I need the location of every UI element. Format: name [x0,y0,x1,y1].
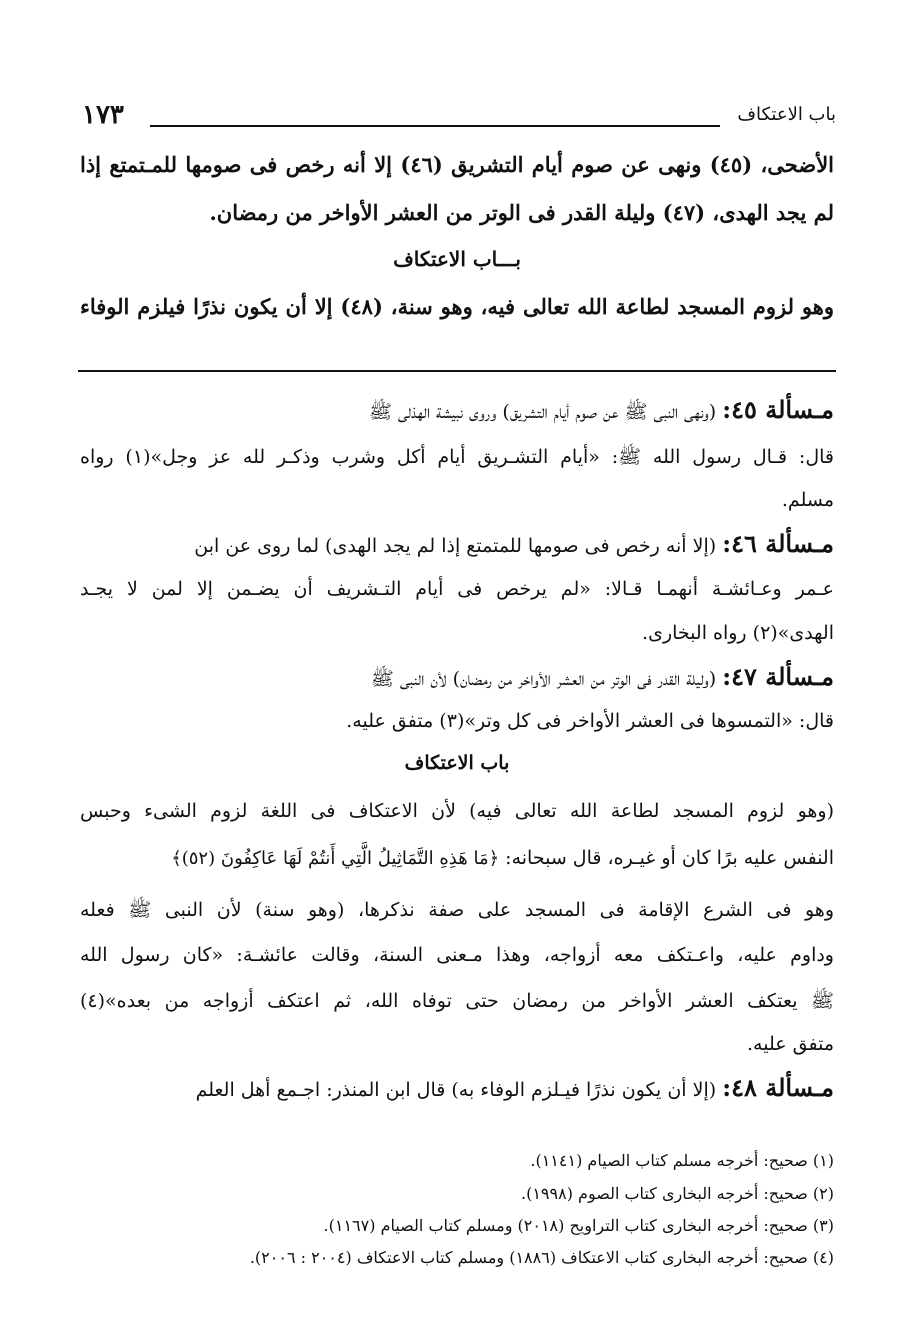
matn-chapter-title: بـــاب الاعتكاف [393,247,521,271]
itikaf-line-2 [80,847,834,870]
masala-48-label: مـسألة ٤٨: [722,1073,834,1102]
itikaf-line-2-text: النفس عليه برًا كان أو غيـره، قال سبحانه: [499,847,834,869]
quran-verse: ﴿مَا هَذِهِ التَّمَاثِيلُ الَّتِي أَنتُمْ لَهَا عَاكِفُونَ (٥٢)﴾ [171,848,500,869]
masala-46-line-1 [80,530,834,559]
itikaf-line-4: وداوم عليه، واعـتكف معه أزواجه، وهذا مـعنى السنة، وقالت عائشـة: «كان رسول الله [80,944,834,966]
masala-45-line-3: مسلم. [781,489,834,511]
masala-47-text: (وليلة القدر فى الوتر من العشر الأواخر من رمضان) لأن النبى ﷺ [370,668,717,690]
itikaf-line-5: ﷺ يعتكف العشر الأواخر من رمضان حتى توفاه الله، ثم اعتكف أزواجه من بعده»(٤) [80,990,834,1012]
matn-line-1: الأضحى، (٤٥) ونهى عن صوم أيام التشريق (٤٦) إلا أنه رخص فى صومها للمـتمتع إذا [80,152,835,177]
masala-46-line-3: الهدى»(٢) رواه البخارى. [642,622,834,644]
itikaf-line-1: (وهو لزوم المسجد لطاعة الله تعالى فيه) لأن الاعتكاف فى اللغة لزوم الشىء وحبس [80,800,834,822]
masala-47-line-2: قال: «التمسوها فى العشر الأواخر فى كل وتر»(٣) متفق عليه. [346,710,834,732]
footnote-1: (١) صحيح: أخرجه مسلم كتاب الصيام (١١٤١). [530,1151,834,1170]
itikaf-line-3: وهو فى الشرع الإقامة فى المسجد على صفة نذكرها، (وهو سنة) لأن النبى ﷺ فعله [80,899,834,921]
matn-line-3: وهو لزوم المسجد لطاعة الله تعالى فيه، وهو سنة، (٤٨) إلا أن يكون نذرًا فيلزم الوفاء [80,294,834,319]
section-divider [78,370,836,372]
footnote-4: (٤) صحيح: أخرجه البخارى كتاب الاعتكاف (١٨٨٦) ومسلم كتاب الاعتكاف (٢٠٠٤ : ٢٠٠٦). [249,1248,834,1267]
footnote-2: (٢) صحيح: أخرجه البخارى كتاب الصوم (١٩٩٨). [521,1184,834,1203]
itikaf-line-6: متفق عليه. [747,1033,834,1055]
masala-46-label: مـسألة ٤٦: [722,529,834,558]
masala-45-text: (ونهى النبى ﷺ عن صوم أيام التشريق) وروى نبيشة الهذلى ﷺ [368,401,717,423]
masala-48-line-1 [80,1074,834,1103]
footnote-3: (٣) صحيح: أخرجه البخارى كتاب التراويح (٢٠١٨) ومسلم كتاب الصيام (١١٦٧). [323,1216,834,1235]
masala-45-label: مـسألة ٤٥: [722,395,834,424]
page-number: ١٧٣ [82,100,124,130]
masala-45-line-1 [80,396,834,425]
masala-45-line-2: قال: قـال رسول الله ﷺ: «أيام التشـريق أيام أكل وشرب وذكـر لله عز وجل»(١) رواه [80,446,834,468]
matn-line-2: لم يجد الهدى، (٤٧) وليلة القدر فى الوتر من العشر الأواخر من رمضان. [209,200,834,225]
running-head: باب الاعتكاف [737,104,836,125]
masala-46-text: (إلا أنه رخص فى صومها للمتمتع إذا لم يجد الهدى) لما روى عن ابن [194,535,717,557]
masala-46-line-2: عـمر وعـائشـة أنهمـا قـالا: «لم يرخص فى أيام التـشريف أن يضـمن إلا لمن لا يجـد [80,578,834,600]
masala-48-text: (إلا أن يكون نذرًا فيـلزم الوفاء به) قال ابن المنذر: اجـمع أهل العلم [195,1079,717,1101]
header-rule [150,125,720,127]
masala-47-label: مـسألة ٤٧: [722,662,834,691]
masala-47-line-1 [80,663,834,692]
commentary-chapter-title: باب الاعتكاف [404,752,510,774]
